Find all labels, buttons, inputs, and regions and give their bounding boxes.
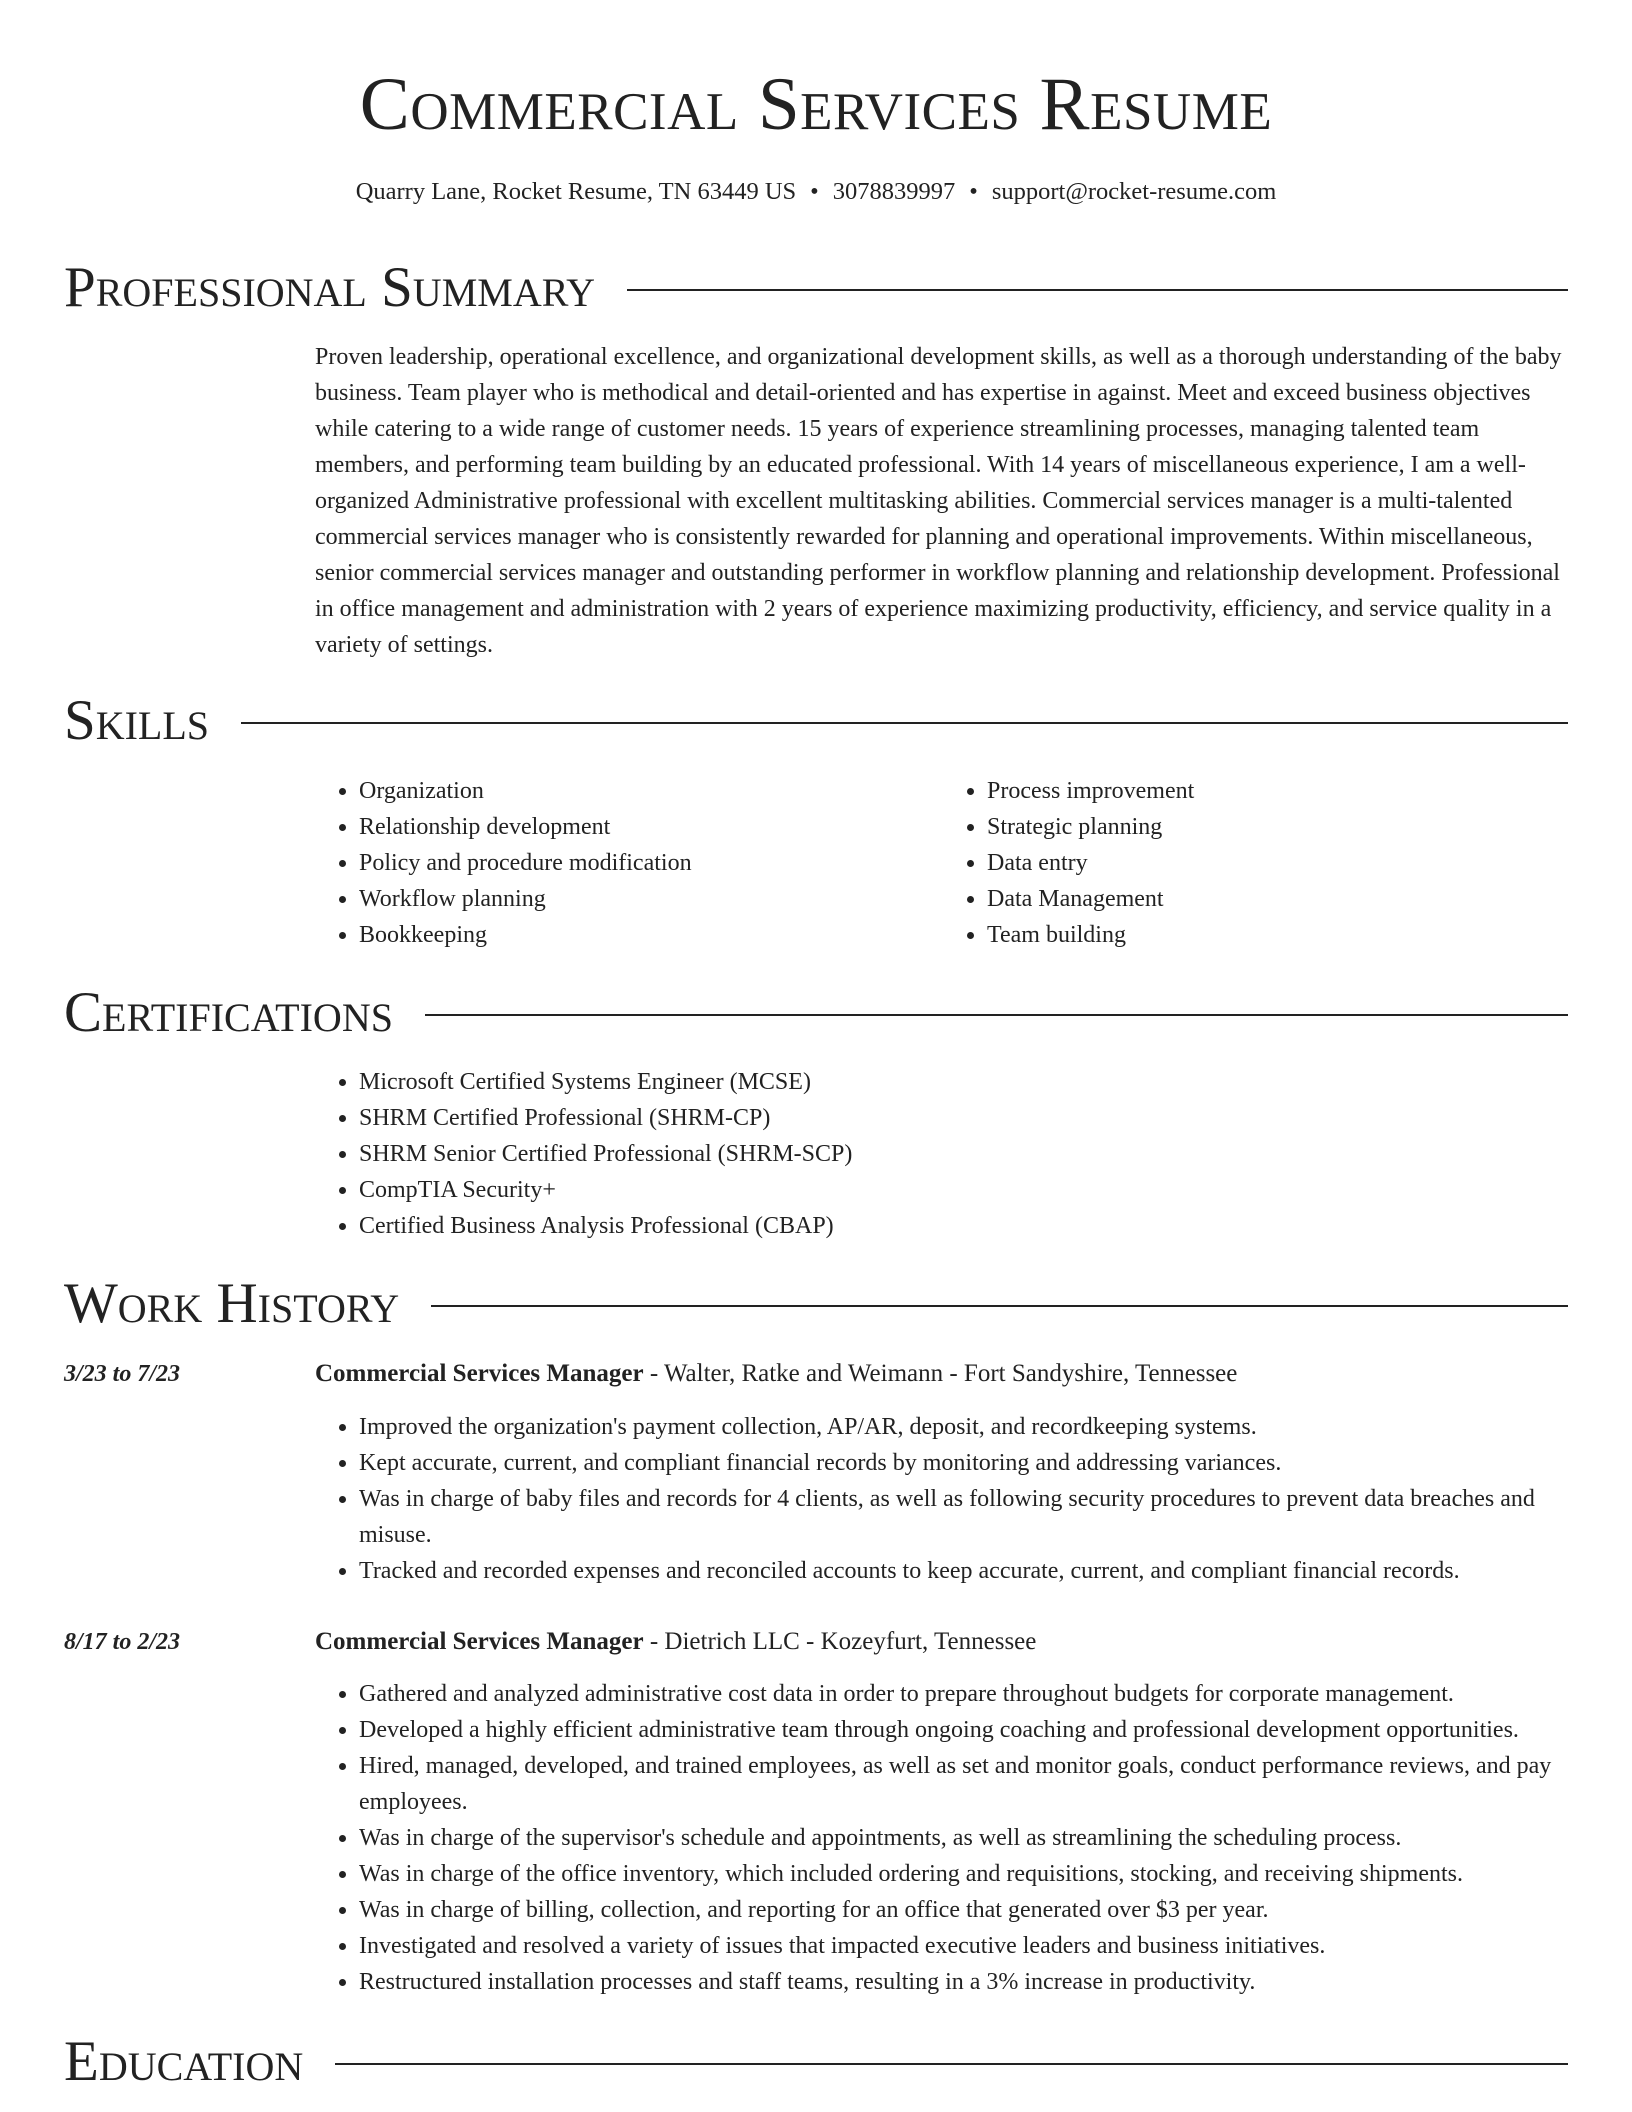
resume-title: Commercial Services Resume (359, 63, 1273, 146)
summary-text: Proven leadership, operational excellence, and organizational development skills, as well as a thorough understanding of the baby business. Team player who is methodical and detail-oriented and has expertise in against. Meet and exceed business objectives while catering to a wide range of customer needs. 15 years of experience streamlining processes, managing talented team members, and performing team building by an educated professional. With 14 years of miscellaneous experience, I am a well-organized Administrative professional with excellent multitasking abilities. Commercial services manager is a multi-talented commercial services manager who is consistently rewarded for planning and operational improvements. Within miscellaneous, senior commercial services manager and outstanding performer in workflow planning and relationship development. Professional in office management and administration with 2 years of experience maximizing productivity, efficiency, and service quality in a variety of settings. (315, 344, 1562, 658)
certification-item: • Microsoft Certified Systems Engineer (MCSE) (359, 1064, 1571, 1100)
job-bullet: • Was in charge of baby files and records for 4 clients, as well as following security procedures to prevent data breaches and misuse. (359, 1481, 1571, 1553)
job-bullet: • Gathered and analyzed administrative cost data in order to prepare throughout budgets for corporate management. (359, 1676, 1571, 1712)
skill-item: • Policy and procedure modification (359, 845, 943, 881)
job-title: Commercial Services Manager (315, 1628, 644, 1655)
skill-item: • Data Management (987, 881, 1571, 917)
job-title-line (315, 1356, 1571, 1392)
contact-separator: • (969, 178, 978, 205)
contact-address: Quarry Lane, Rocket Resume, TN 63449 US (355, 178, 797, 205)
section-heading-education (64, 2030, 1568, 2094)
job-dates: 8/17 to 2/23 (64, 1629, 181, 1655)
section-title-certifications: Certifications (64, 981, 393, 1044)
contact-separator: • (810, 178, 819, 205)
job-bullets (315, 1676, 1571, 2000)
section-heading-summary (64, 256, 1568, 320)
certification-item: • Certified Business Analysis Professional (CBAP) (359, 1208, 1571, 1244)
certification-item: • SHRM Certified Professional (SHRM-CP) (359, 1100, 1571, 1136)
section-divider (335, 2063, 1568, 2065)
certifications-list (315, 1064, 1571, 1244)
skill-item: • Organization (359, 773, 943, 809)
skill-item: • Process improvement (987, 773, 1571, 809)
skill-item: • Team building (987, 917, 1571, 953)
job-employer: - Dietrich LLC - Kozeyfurt, Tennessee (643, 1628, 1037, 1655)
contact-email: support@rocket-resume.com (991, 178, 1277, 205)
skill-item: • Data entry (987, 845, 1571, 881)
job-bullet: • Was in charge of the office inventory, which included ordering and requisitions, stocking, and receiving shipments. (359, 1856, 1571, 1892)
job-title: Commercial Services Manager (315, 1360, 644, 1387)
skills-column-right (943, 773, 1571, 953)
section-title-work-history: Work History (64, 1272, 400, 1335)
job-title-line (315, 1624, 1571, 1660)
section-divider (425, 1014, 1568, 1016)
skills-column-left (315, 773, 943, 953)
job-bullet: • Investigated and resolved a variety of issues that impacted executive leaders and business initiatives. (359, 1928, 1571, 1964)
job-bullet: • Was in charge of the supervisor's schedule and appointments, as well as streamlining the scheduling process. (359, 1820, 1571, 1856)
section-divider (431, 1305, 1568, 1307)
job-employer: - Walter, Ratke and Weimann - Fort Sandyshire, Tennessee (643, 1360, 1238, 1387)
skill-item: • Bookkeeping (359, 917, 943, 953)
job-bullet: • Was in charge of billing, collection, and reporting for an office that generated over $3 per year. (359, 1892, 1571, 1928)
job-dates: 3/23 to 7/23 (64, 1361, 181, 1387)
section-heading-skills (64, 689, 1568, 753)
job-bullet: • Tracked and recorded expenses and reconciled accounts to keep accurate, current, and compliant financial records. (359, 1553, 1571, 1589)
skill-item: • Relationship development (359, 809, 943, 845)
job-bullet: • Restructured installation processes and staff teams, resulting in a 3% increase in productivity. (359, 1964, 1571, 2000)
job-bullet: • Hired, managed, developed, and trained employees, as well as set and monitor goals, conduct performance reviews, and pay employees. (359, 1748, 1571, 1820)
job-bullet: • Developed a highly efficient administrative team through ongoing coaching and professional development opportunities. (359, 1712, 1571, 1748)
contact-line (0, 175, 1632, 209)
section-title-summary: Professional Summary (64, 256, 596, 319)
job-bullet: • Improved the organization's payment collection, AP/AR, deposit, and recordkeeping systems. (359, 1409, 1571, 1445)
job-bullet: • Kept accurate, current, and compliant financial records by monitoring and addressing variances. (359, 1445, 1571, 1481)
section-title-skills: Skills (64, 689, 210, 752)
skill-item: • Workflow planning (359, 881, 943, 917)
section-divider (627, 289, 1568, 291)
certification-item: • CompTIA Security+ (359, 1172, 1571, 1208)
section-title-education: Education (64, 2030, 304, 2093)
job-bullets (315, 1409, 1571, 1589)
certification-item: • SHRM Senior Certified Professional (SHRM-SCP) (359, 1136, 1571, 1172)
section-heading-work-history (64, 1272, 1568, 1336)
contact-phone: 3078839997 (832, 178, 956, 205)
skill-item: • Strategic planning (987, 809, 1571, 845)
skills-list (315, 773, 1571, 953)
section-divider (241, 722, 1568, 724)
section-heading-certifications (64, 981, 1568, 1045)
